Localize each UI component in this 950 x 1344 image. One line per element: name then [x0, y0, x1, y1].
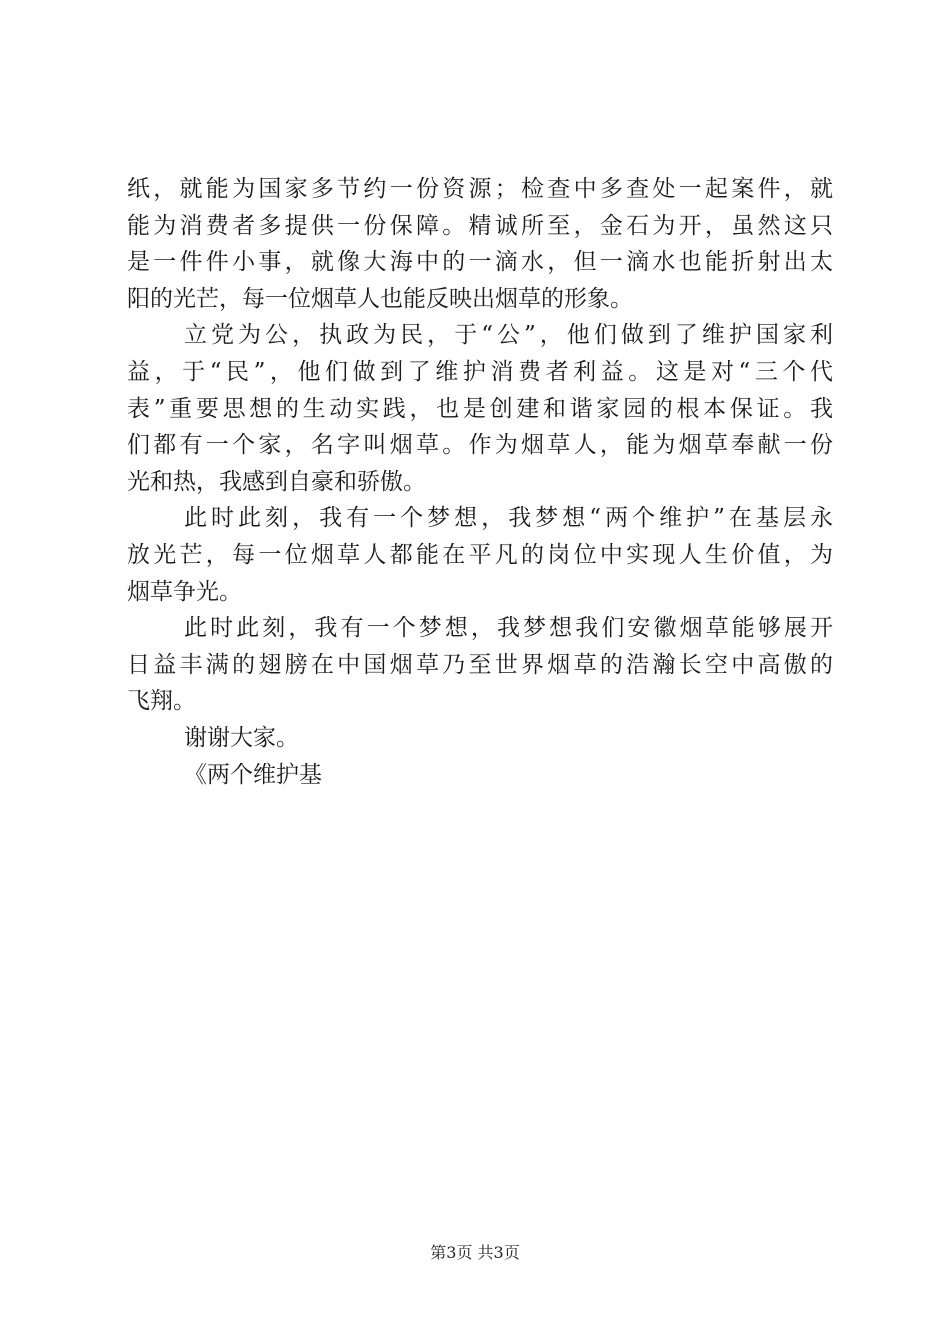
text-line: 表”重要思想的生动实践，也是创建和谐家园的根本保证。我	[127, 395, 833, 422]
text-line: 纸，就能为国家多节约一份资源；检查中多查处一起案件，就	[127, 176, 833, 202]
page-footer: 第3页 共3页	[430, 1243, 520, 1262]
text-line: 放光芒，每一位烟草人都能在平凡的岗位中实现人生价值，为	[127, 541, 833, 568]
text-line: 立党为公，执政为民，于“公”，他们做到了维护国家利	[184, 322, 833, 349]
text-line: 们都有一个家，名字叫烟草。作为烟草人，能为烟草奉献一份	[127, 432, 833, 459]
document-body	[127, 171, 833, 793]
text-line: 《两个维护基	[184, 761, 322, 788]
text-line: 此时此刻，我有一个梦想，我梦想“两个维护”在基层永	[184, 505, 833, 532]
text-line: 能为消费者多提供一份保障。精诚所至，金石为开，虽然这只	[127, 212, 833, 239]
text-line: 飞翔。	[127, 688, 196, 715]
text-line: 烟草争光。	[127, 578, 242, 605]
text-line: 阳的光芒，每一位烟草人也能反映出烟草的形象。	[127, 285, 633, 312]
text-line: 谢谢大家。	[184, 724, 299, 751]
text-line: 此时此刻，我有一个梦想，我梦想我们安徽烟草能够展开	[184, 615, 833, 642]
text-line: 日益丰满的翅膀在中国烟草乃至世界烟草的浩瀚长空中高傲的	[127, 651, 833, 678]
text-line: 光和热，我感到自豪和骄傲。	[127, 468, 426, 495]
text-line: 是一件件小事，就像大海中的一滴水，但一滴水也能折射出太	[127, 249, 833, 276]
text-line: 益，于“民”，他们做到了维护消费者利益。这是对“三个代	[127, 358, 833, 385]
